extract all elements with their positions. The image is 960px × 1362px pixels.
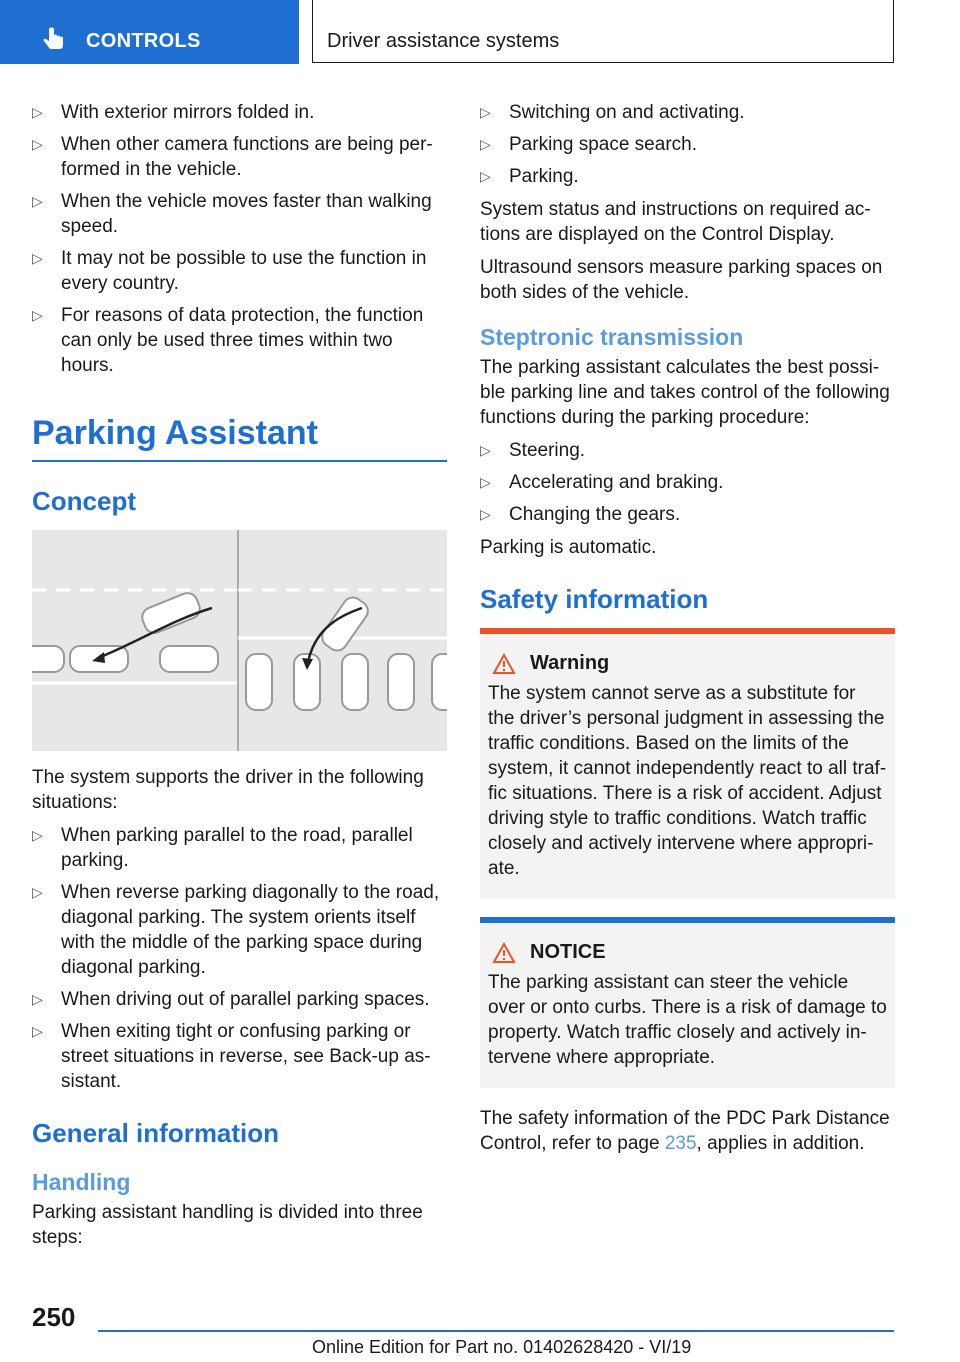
list-item: ▷ Parking space search. xyxy=(480,134,697,155)
list-item: ▷ Parking. xyxy=(480,166,579,187)
triangle-bullet-icon: ▷ xyxy=(32,307,43,323)
status-text: System status and instructions on required ac-tions are displayed on the Control Display. xyxy=(480,199,871,245)
ultrasound-text: Ultrasound sensors measure parking spaces on both sides of the vehicle. xyxy=(480,257,883,303)
safety-heading: Safety information xyxy=(480,584,709,614)
footer-divider xyxy=(98,1330,894,1332)
list-item: ▷ For reasons of data protection, the function can only be used three times within two hours. xyxy=(32,305,424,376)
triangle-bullet-icon: ▷ xyxy=(480,474,491,490)
steptronic-text: The parking assistant calculates the best possi-ble parking line and takes control of the following functions during the parking procedure: xyxy=(480,357,890,428)
handling-text: Parking assistant handling is divided into three steps: xyxy=(32,1202,423,1248)
concept-bullet-list xyxy=(32,823,447,1094)
triangle-bullet-icon: ▷ xyxy=(480,136,491,152)
list-item: ▷ Changing the gears. xyxy=(480,504,681,525)
triangle-bullet-icon: ▷ xyxy=(32,991,43,1007)
triangle-bullet-icon: ▷ xyxy=(480,104,491,120)
warning-title-row xyxy=(488,652,887,675)
concept-heading: Concept xyxy=(32,486,136,516)
steptronic-bullet-list xyxy=(480,438,895,527)
warning-triangle-icon xyxy=(492,653,516,675)
list-item: ▷ When the vehicle moves faster than walking speed. xyxy=(32,191,432,237)
chapter-header xyxy=(312,0,894,63)
triangle-bullet-icon: ▷ xyxy=(32,193,43,209)
triangle-bullet-icon: ▷ xyxy=(32,136,43,152)
list-item: ▷ When parking parallel to the road, parallel parking. xyxy=(32,825,413,871)
list-item: ▷ When other camera functions are being per-formed in the vehicle. xyxy=(32,134,433,180)
page-title: Parking Assistant xyxy=(32,412,447,462)
list-item: ▷ Switching on and activating. xyxy=(480,102,745,123)
triangle-bullet-icon: ▷ xyxy=(32,250,43,266)
warning-triangle-icon xyxy=(492,942,516,964)
steps-bullet-list xyxy=(480,100,895,189)
notice-box xyxy=(480,917,895,1088)
list-item: ▷ When exiting tight or confusing parking or street situations in reverse, see Back-up as-sistant. xyxy=(32,1021,431,1092)
triangle-bullet-icon: ▷ xyxy=(32,884,43,900)
concept-text: The system supports the driver in the following situations: xyxy=(32,767,424,813)
general-info-heading: General information xyxy=(32,1118,280,1148)
footer-edition: Online Edition for Part no. 01402628420 - VI/19 xyxy=(312,1337,692,1357)
page-number: 250 xyxy=(32,1302,76,1332)
triangle-bullet-icon: ▷ xyxy=(32,1023,43,1039)
warning-box xyxy=(480,628,895,899)
warning-text: The system cannot serve as a substitute for the driver’s personal judgment in assessing the traffic conditions. Based on the limits of the system, it cannot independently react to all traf-fic situations. There is a risk of accident. Adjust driving style to traffic conditions. Watch traffic closely and actively intervene where appropri-ate. xyxy=(488,683,887,879)
section-tab[interactable] xyxy=(0,0,299,64)
triangle-bullet-icon: ▷ xyxy=(32,104,43,120)
triangle-bullet-icon: ▷ xyxy=(480,506,491,522)
handling-heading: Handling xyxy=(32,1169,131,1195)
list-item: ▷ Accelerating and braking. xyxy=(480,472,724,493)
parking-illustration xyxy=(32,530,447,751)
intro-bullet-list xyxy=(32,100,447,378)
warning-title: Warning xyxy=(530,652,610,674)
notice-title-row xyxy=(488,941,887,964)
list-item: ▷ It may not be possible to use the function in every country. xyxy=(32,248,427,294)
triangle-bullet-icon: ▷ xyxy=(480,442,491,458)
automatic-text: Parking is automatic. xyxy=(480,537,657,558)
list-item: ▷ Steering. xyxy=(480,440,586,461)
hand-pointer-icon xyxy=(40,26,68,54)
triangle-bullet-icon: ▷ xyxy=(32,827,43,843)
notice-text: The parking assistant can steer the vehicle over or onto curbs. There is a risk of damage to property. Watch traffic closely and actively in-tervene where appropriate. xyxy=(488,972,887,1068)
triangle-bullet-icon: ▷ xyxy=(480,168,491,184)
notice-title: NOTICE xyxy=(530,941,606,963)
list-item: ▷ When reverse parking diagonally to the road, diagonal parking. The system orients itself with the middle of the parking space during diagonal parking. xyxy=(32,882,440,978)
right-column xyxy=(480,100,895,1164)
page-link[interactable]: 235 xyxy=(664,1133,697,1154)
section-label: CONTROLS xyxy=(86,30,201,52)
list-item: ▷ With exterior mirrors folded in. xyxy=(32,102,315,123)
steptronic-heading: Steptronic transmission xyxy=(480,324,744,350)
pdc-reference-text: The safety information of the PDC Park Distance Control, refer to page 235, applies in addition. xyxy=(480,1108,890,1154)
left-column xyxy=(32,100,447,1258)
list-item: ▷ When driving out of parallel parking spaces. xyxy=(32,989,430,1010)
chapter-title: Driver assistance systems xyxy=(327,30,560,52)
